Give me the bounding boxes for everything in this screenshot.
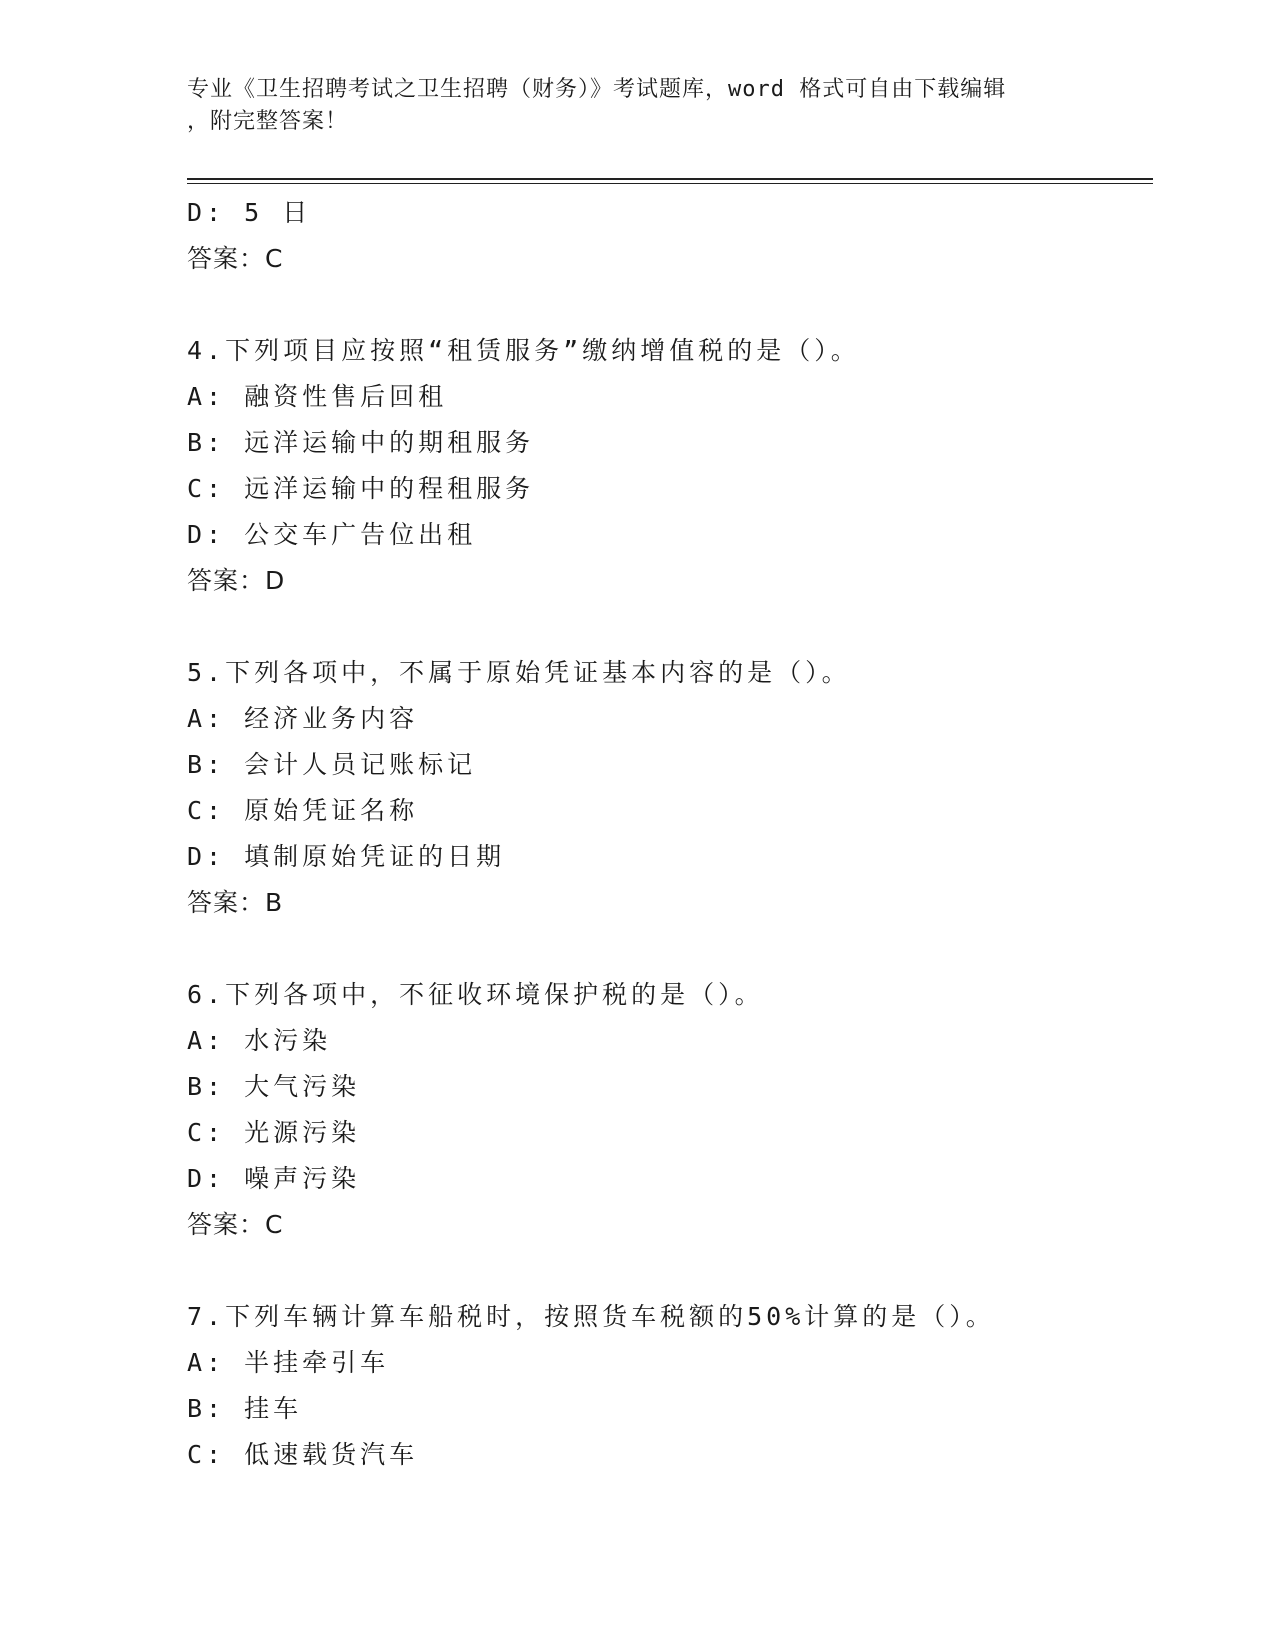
question-6 bbox=[187, 972, 1153, 1248]
question-stem: 4.下列项目应按照“租赁服务”缴纳增值税的是（）。 bbox=[187, 336, 860, 365]
option-b: B: 会计人员记账标记 bbox=[187, 750, 477, 779]
option-c: C: 低速载货汽车 bbox=[187, 1440, 419, 1469]
option-d: D: 填制原始凭证的日期 bbox=[187, 842, 506, 871]
answer-line: 答案：C bbox=[187, 1210, 284, 1239]
option-a: A: 经济业务内容 bbox=[187, 704, 419, 733]
option-a: A: 半挂牵引车 bbox=[187, 1348, 390, 1377]
answer-line: 答案：C bbox=[187, 244, 284, 273]
question-stem: 6.下列各项中，不征收环境保护税的是（）。 bbox=[187, 980, 764, 1009]
header-rule-thick bbox=[187, 178, 1153, 180]
option-b: B: 远洋运输中的期租服务 bbox=[187, 428, 535, 457]
question-4 bbox=[187, 328, 1153, 604]
option-a: A: 水污染 bbox=[187, 1026, 332, 1055]
spacer bbox=[187, 926, 1153, 972]
question-7 bbox=[187, 1294, 1153, 1478]
question-stem: 5.下列各项中，不属于原始凭证基本内容的是（）。 bbox=[187, 658, 851, 687]
page-header bbox=[187, 74, 1077, 138]
option-d: D: 公交车广告位出租 bbox=[187, 520, 477, 549]
question-stem: 7.下列车辆计算车船税时，按照货车税额的50%计算的是（）。 bbox=[187, 1302, 995, 1331]
option-b: B: 大气污染 bbox=[187, 1072, 361, 1101]
option-c: C: 原始凭证名称 bbox=[187, 796, 419, 825]
answer-line: 答案：D bbox=[187, 566, 286, 595]
spacer bbox=[187, 604, 1153, 650]
spacer bbox=[187, 282, 1153, 328]
header-line-2: ，附完整答案！ bbox=[187, 109, 349, 134]
option-c: C: 远洋运输中的程租服务 bbox=[187, 474, 535, 503]
question-5 bbox=[187, 650, 1153, 926]
header-rule-thin bbox=[187, 183, 1153, 184]
spacer bbox=[187, 1248, 1153, 1294]
option-c: C: 光源污染 bbox=[187, 1118, 361, 1147]
question-content bbox=[187, 190, 1153, 1478]
option-d: D: 5 日 bbox=[187, 198, 312, 227]
option-b: B: 挂车 bbox=[187, 1394, 303, 1423]
answer-line: 答案：B bbox=[187, 888, 284, 917]
option-d: D: 噪声污染 bbox=[187, 1164, 361, 1193]
option-a: A: 融资性售后回租 bbox=[187, 382, 448, 411]
header-line-1: 专业《卫生招聘考试之卫生招聘（财务）》考试题库，word 格式可自由下载编辑 bbox=[187, 77, 1007, 102]
